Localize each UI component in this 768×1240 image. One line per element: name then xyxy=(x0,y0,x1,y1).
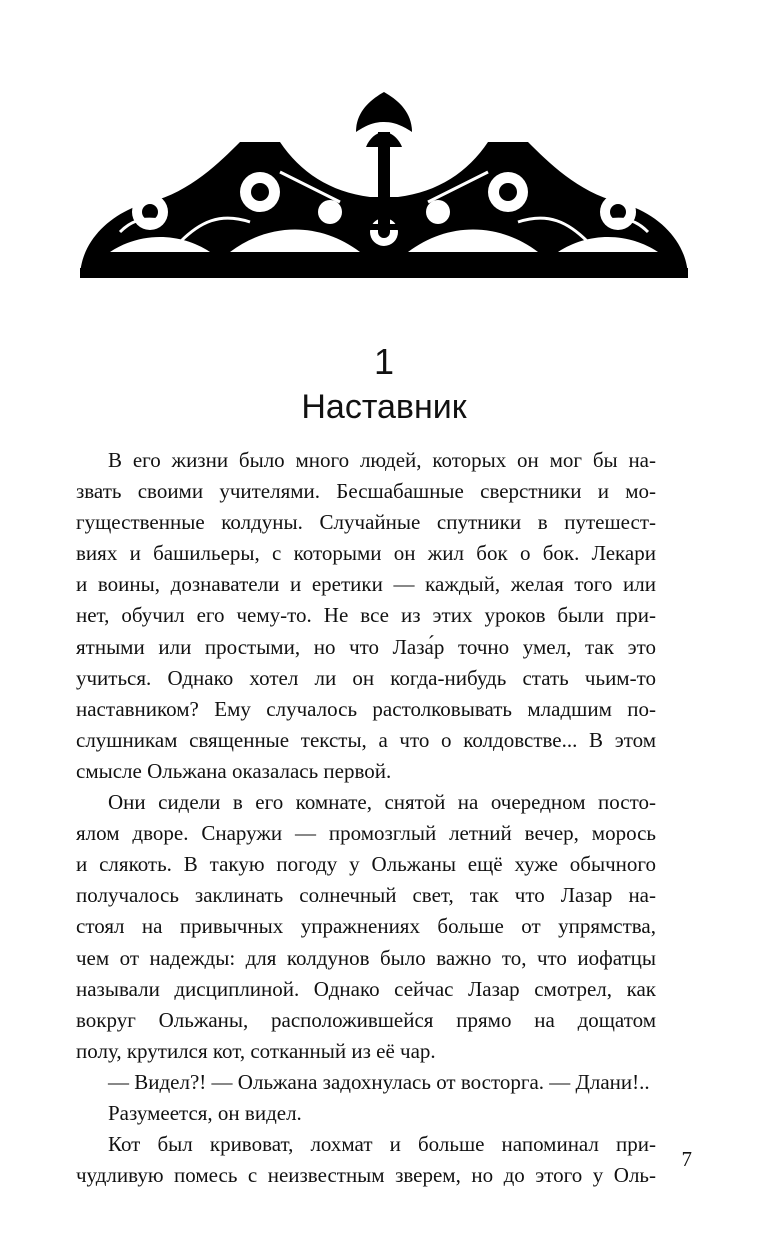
text-line: — Видел?! — Ольжана задохнулась от восторга. — Длани!.. xyxy=(108,1069,650,1094)
page-number: 7 xyxy=(681,1147,692,1171)
text-line: виях и башильеры, с которыми он жил бок о бок. Лекари xyxy=(76,541,656,566)
paragraph xyxy=(76,1098,656,1129)
paragraph xyxy=(76,445,656,787)
text-line: Кот был кривоват, лохмат и больше напоминал при- xyxy=(108,1132,656,1157)
text-line: Разумеется, он видел. xyxy=(108,1100,302,1125)
text-line: наставником? Ему случалось растолковывать младшим по- xyxy=(76,696,656,721)
text-line: учиться. Однако хотел ли он когда-нибудь стать чьим-то xyxy=(76,665,656,690)
text-line: звать своими учителями. Бесшабашные сверстники и мо- xyxy=(76,479,656,504)
text-line: полу, крутился кот, сотканный из её чар. xyxy=(76,1038,436,1063)
text-line: гущественные колдуны. Случайные спутники в путешест- xyxy=(76,510,656,535)
text-line: и слякоть. В такую погоду у Ольжаны ещё хуже обычного xyxy=(76,852,656,877)
paragraph xyxy=(76,1129,656,1191)
text-line: вокруг Ольжаны, расположившейся прямо на дощатом xyxy=(76,1007,656,1032)
text-line: Они сидели в его комнате, снятой на очередном посто- xyxy=(108,790,656,815)
text-line: называли дисциплиной. Однако сейчас Лазар смотрел, как xyxy=(76,976,656,1001)
text-line: смысле Ольжана оказалась первой. xyxy=(76,758,392,783)
text-line: стоял на привычных упражнениях больше от упрямства, xyxy=(76,914,656,939)
text-line: чудливую помесь с неизвестным зверем, но до этого у Оль- xyxy=(76,1163,656,1188)
text-line: ятными или простыми, но что Лаза́р точно умел, так это xyxy=(76,634,656,659)
chapter-number: 1 xyxy=(373,341,395,382)
text-line: В его жизни было много людей, которых он мог бы на- xyxy=(108,448,656,472)
paragraph xyxy=(76,1067,656,1098)
decorative-headpiece-ornament xyxy=(80,92,688,278)
text-line: слушникам священные тексты, а что о колдовстве... В этом xyxy=(76,727,656,752)
text-line: и воины, дознаватели и еретики — каждый, желая того или xyxy=(76,572,656,597)
text-line: чем от надежды: для колдунов было важно то, что иофатцы xyxy=(76,945,656,970)
chapter-body-text xyxy=(76,445,656,1191)
chapter-title: Наставник xyxy=(301,388,467,426)
text-line: нет, обучил его чему-то. Не все из этих уроков были при- xyxy=(76,603,656,628)
text-line: ялом дворе. Снаружи — промозглый летний вечер, морось xyxy=(76,821,656,846)
paragraph xyxy=(76,787,656,1067)
text-line: получалось заклинать солнечный свет, так что Лазар на- xyxy=(76,883,656,908)
